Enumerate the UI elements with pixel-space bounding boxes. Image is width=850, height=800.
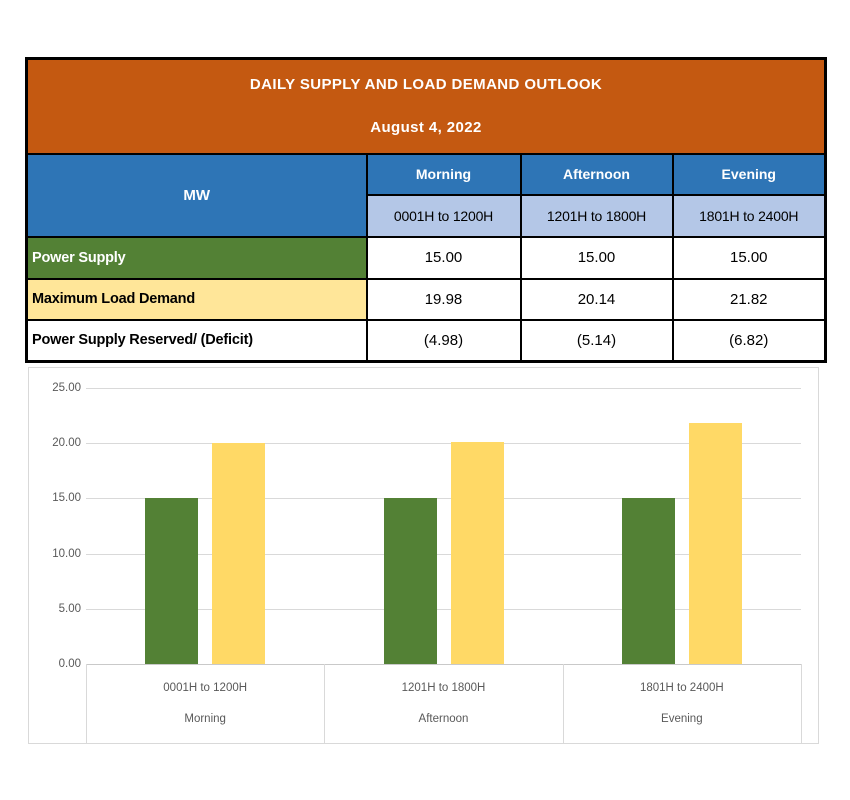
category-label — [324, 664, 562, 743]
bar-power-supply — [145, 498, 198, 664]
y-axis-tick-label: 15.00 — [52, 492, 81, 505]
category-period-label: Morning — [184, 712, 226, 725]
table-title-cell — [27, 59, 826, 154]
table-header-row-periods — [27, 154, 826, 195]
category-range-label: 1801H to 2400H — [639, 682, 724, 695]
y-axis-tick-label: 25.00 — [52, 382, 81, 394]
value-cell: 15.00 — [367, 237, 521, 279]
range-evening: 1801H to 2400H — [673, 195, 826, 237]
row-label-power-supply: Power Supply — [27, 237, 367, 279]
unit-header-cell: MW — [27, 154, 367, 237]
value-cell: 15.00 — [673, 237, 826, 279]
range-afternoon: 1201H to 1800H — [521, 195, 673, 237]
y-axis-tick-label: 20.00 — [52, 437, 81, 450]
table-title-row — [27, 59, 826, 154]
category-period-label: Afternoon — [418, 712, 469, 725]
value-cell: (6.82) — [673, 320, 826, 362]
table-row-power-supply — [27, 237, 826, 279]
header-morning: Morning — [367, 154, 521, 195]
header-afternoon: Afternoon — [521, 154, 673, 195]
row-label-reserved-deficit: Power Supply Reserved/ (Deficit) — [27, 320, 367, 362]
bar-chart — [28, 367, 819, 744]
bar-power-supply — [384, 498, 437, 664]
table-row-max-load-demand — [27, 279, 826, 320]
table-row-reserved-deficit — [27, 320, 826, 362]
range-morning: 0001H to 1200H — [367, 195, 521, 237]
value-cell: 19.98 — [367, 279, 521, 320]
value-cell: (5.14) — [521, 320, 673, 362]
bar-maximum-load-demand — [689, 423, 742, 664]
category-period-label: Evening — [661, 712, 703, 725]
category-label — [86, 664, 324, 743]
y-axis-tick-label: 10.00 — [52, 547, 81, 560]
header-evening: Evening — [673, 154, 826, 195]
category-range-label: 0001H to 1200H — [163, 682, 248, 695]
table-date: August 4, 2022 — [370, 119, 482, 137]
value-cell: 20.14 — [521, 279, 673, 320]
row-label-max-load-demand: Maximum Load Demand — [27, 279, 367, 320]
bar-maximum-load-demand — [212, 443, 265, 664]
category-label — [563, 664, 801, 743]
value-cell: (4.98) — [367, 320, 521, 362]
category-separator — [801, 664, 802, 743]
value-cell: 15.00 — [521, 237, 673, 279]
bar-maximum-load-demand — [451, 442, 504, 664]
y-axis-tick-label: 0.00 — [58, 658, 81, 670]
table-title: DAILY SUPPLY AND LOAD DEMAND OUTLOOK — [249, 76, 603, 94]
y-axis-tick-label: 5.00 — [58, 602, 81, 615]
gridline — [86, 388, 801, 389]
supply-demand-table — [25, 57, 827, 363]
value-cell: 21.82 — [673, 279, 826, 320]
category-range-label: 1201H to 1800H — [401, 682, 486, 695]
bar-power-supply — [622, 498, 675, 664]
